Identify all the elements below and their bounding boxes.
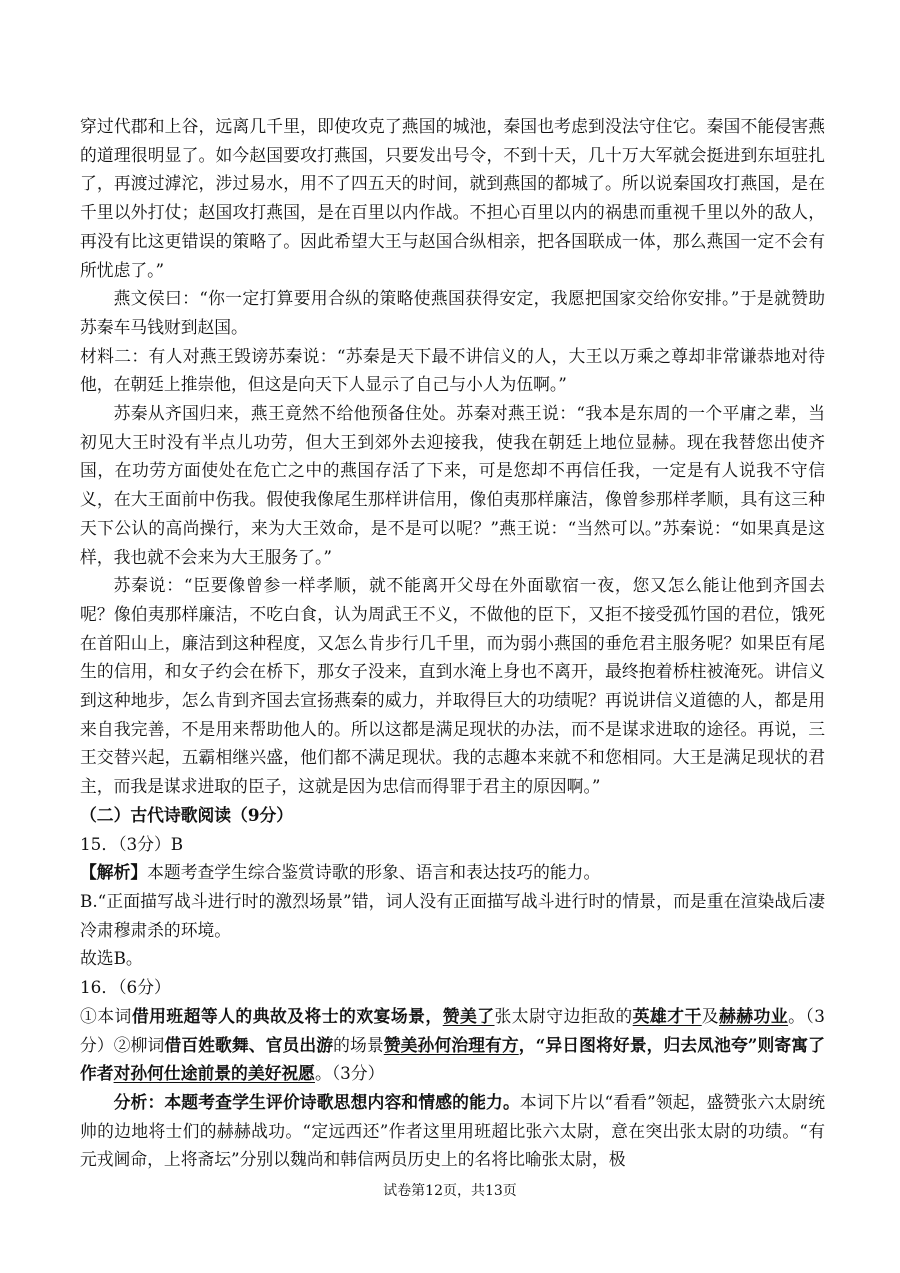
q16-seg14: 对孙何仕途前景的美好祝愿	[113, 1063, 315, 1084]
page-footer: 试卷第12页，共13页	[383, 1183, 517, 1199]
q16-seg7: 及	[701, 1005, 720, 1026]
q16-label: 16．（6分）	[80, 977, 171, 998]
q16-seg9: 。（3分）②柳词	[80, 1005, 825, 1055]
q16-analysis-rest: 本词下片以“看看”领起，盛赞张六太尉统帅的边地将士们的赫赫战功。“定远西还”作者这里用班超比张六太尉，意在突出张太尉的功绩。“有元戎阃命，上将斋坛”分别以魏尚和韩信两员历史上的名将比喻张太尉，极	[80, 1091, 825, 1170]
passage-paragraph-4: 苏秦从齐国归来，燕王竟然不给他预备住处。苏秦对燕王说：“我本是东周的一个平庸之辈，当初见大王时没有半点儿功劳，但大王到郊外去迎接我，使我在朝廷上地位显赫。现在我替您出使齐国，在功劳方面使处在危亡之中的燕国存活了下来，可是您却不再信任我，一定是有人说我不守信义，在大王面前中伤我。假使我像尾生那样讲信用，像伯夷那样廉洁，像曾参那样孝顺，具有这三种天下公认的高尚操行，来为大王效命，是不是可以呢？”燕王说：“当然可以。”苏秦说：“如果真是这样，我也就不会来为大王服务了。”	[80, 403, 825, 567]
q16-seg5: 张太尉守边拒敌的	[494, 1005, 633, 1026]
analysis-tag: 【解析】	[80, 862, 148, 883]
passage-paragraph-3: 材料二：有人对燕王毁谤苏秦说：“苏秦是天下最不讲信义的人，大王以万乘之尊却非常谦恭地对待他，在朝廷上推崇他，但这是向天下人显示了自己与小人为伍啊。”	[80, 345, 825, 395]
q16-seg10: 借百姓歌舞、官员出游	[164, 1034, 334, 1055]
q15-label: 15．（3分）B	[80, 833, 184, 854]
q16-seg6: 英雄才干	[632, 1005, 702, 1026]
q16-answer	[80, 1002, 825, 1088]
q16-seg2: 借用班超等人的典故及将士的欢宴场景	[131, 1005, 426, 1026]
passage-paragraph-2: 燕文侯曰：“你一定打算要用合纵的策略使燕国获得安定，我愿把国家交给你安排。”于是就赞助苏秦车马钱财到赵国。	[80, 288, 825, 337]
passage-paragraph-5: 苏秦说：“臣要像曾参一样孝顺，就不能离开父母在外面歇宿一夜，您又怎么能让他到齐国去呢？像伯夷那样廉洁，不吃白食，认为周武王不义，不做他的臣下，又拒不接受孤竹国的君位，饿死在首阳山上，廉洁到这种程度，又怎么肯步行几千里，而为弱小燕国的垂危君主服务呢？如果臣有尾生的信用，和女子约会在桥下，那女子没来，直到水淹上身也不离开，最终抱着桥柱被淹死。讲信义到这种地步，怎么肯到齐国去宣扬燕秦的威力，并取得巨大的功绩呢？再说讲信义道德的人，都是用来自我完善，不是用来帮助他人的。所以这都是满足现状的办法，而不是谋求进取的途径。再说，三王交替兴起，五霸相继兴盛，他们都不满足现状。我的志趣本来就不和您相同。大王是满足现状的君主，而我是谋求进取的臣子，这就是因为忠信而得罪于君主的原因啊。”	[80, 575, 825, 797]
passage-paragraph-1: 穿过代郡和上谷，远离几千里，即使攻克了燕国的城池，秦国也考虑到没法守住它。秦国不能侵害燕的道理很明显了。如今赵国要攻打燕国，只要发出号令，不到十天，几十万大军就会挺进到东垣驻扎了，再渡过滹沱，涉过易水，用不了四五天的时间，就到燕国的都城了。所以说秦国攻打燕国，是在千里以外打仗；赵国攻打燕国，是在百里以内作战。不担心百里以内的祸患而重视千里以外的敌人，再没有比这更错误的策略了。因此希望大王与赵国合纵相亲，把各国联成一体，那么燕国一定不会有所忧虑了。”	[80, 116, 825, 280]
q16-analysis-bold: 分析：本题考查学生评价诗歌思想内容和情感的能力。	[113, 1091, 520, 1112]
q16-seg4: 赞美了	[442, 1005, 495, 1026]
q16-seg3: ，	[425, 1005, 443, 1026]
q15-explanation: B.“正面描写战斗进行时的激烈场景”错，词人没有正面描写战斗进行时的情景，而是重在渲染战后凄冷肃穆肃杀的环境。	[80, 890, 825, 940]
q16-seg8: 赫赫功业	[719, 1005, 789, 1026]
page-content	[80, 112, 825, 1174]
q16-seg15: 。（3分）	[314, 1063, 385, 1084]
q15-analysis	[80, 858, 825, 887]
q16-seg13: ，“异日图将好景，归去凤池夸”则寄寓了作者	[80, 1034, 825, 1084]
q15-conclusion: 故选B。	[80, 948, 143, 969]
q16-seg12: 赞美孙何治理有方	[383, 1034, 519, 1055]
q16-seg1: ①本词	[80, 1005, 132, 1026]
q15-analysis-text: 本题考查学生综合鉴赏诗歌的形象、语言和表达技巧的能力。	[147, 862, 601, 883]
q16-seg11: 的场景	[333, 1034, 384, 1055]
q16-analysis	[80, 1088, 825, 1174]
section-heading: （二）古代诗歌阅读（9分）	[80, 804, 294, 825]
